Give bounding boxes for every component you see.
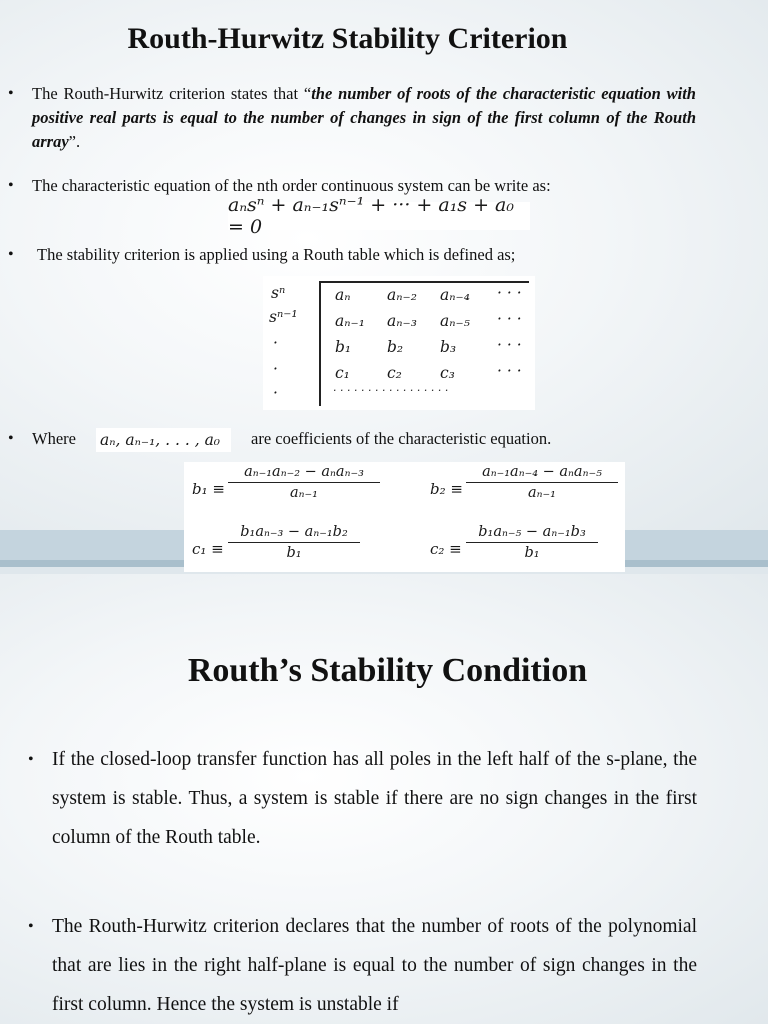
slide-1-title: Routh-Hurwitz Stability Criterion [127,22,568,55]
table-cell: aₙ₋₃ [387,312,417,330]
table-vertical-line [319,281,321,406]
table-horizontal-line [319,281,529,283]
bullet-routh-table-intro [8,243,697,267]
bullet-dot: • [8,85,14,102]
formula-b2-lhs: b₂ ≡ [430,480,463,498]
bullet-dot: • [8,246,14,263]
table-cell: b₂ [387,338,404,356]
slide-2 [0,574,768,1024]
table-cell: aₙ₋₂ [387,286,417,304]
criterion-emphasis: the number of roots of the characteristic equation with positive real parts is equal to the number of changes in sign of the first column of the Routh array [32,84,696,151]
formula-c1-fraction [228,524,360,561]
formula-numerator: b₁aₙ₋₅ − aₙ₋₁b₃ [466,524,598,543]
table-cell: b₃ [440,338,457,356]
table-cell: · · · [497,310,522,328]
bullet-dot: • [28,751,34,768]
bullet-text: If the closed-loop transfer function has all poles in the left half of the s-plane, the system is stable. Thus, a system is stable if there are no sign changes in the first column of the Routh table. [52,749,697,848]
bullet-criterion-statement [8,82,696,154]
table-cell: aₙ [335,286,351,304]
table-last-row: · · · · · · · · · · · · · · · · · [333,384,449,397]
bullet-dot: • [28,918,34,935]
formula-c2-fraction [466,524,598,561]
bullet-dot: • [8,177,14,194]
row-label: · [273,360,278,378]
formula-b1-fraction [228,464,380,501]
routh-table [263,276,535,410]
bullet-suffix: ”. [68,132,81,151]
bullet-text: The stability criterion is applied using a Routh table which is defined as; [37,245,516,264]
coefficient-list [96,428,231,452]
coefficient-formulas [184,462,625,572]
formula-b1-lhs: b₁ ≡ [192,480,225,498]
row-label: · [273,384,278,402]
formula-numerator: aₙ₋₁aₙ₋₂ − aₙaₙ₋₃ [228,464,380,483]
bullet-text: The characteristic equation of the nth order continuous system can be write as: [32,176,551,195]
bullet-prefix: The Routh-Hurwitz criterion states that “ [32,84,312,103]
formula-c2-lhs: c₂ ≡ [430,540,462,558]
coefficient-text: aₙ, aₙ₋₁, . . . , a₀ [100,431,221,449]
table-cell: · · · [497,336,522,354]
table-cell: aₙ₋₁ [335,312,365,330]
table-cell: · · · [497,362,522,380]
table-cell: · · · [497,284,522,302]
formula-denominator: aₙ₋₁ [528,485,556,501]
table-cell: c₁ [335,364,350,382]
table-cell: aₙ₋₅ [440,312,470,330]
table-cell: c₂ [387,364,402,382]
bullet-instability-condition [28,907,697,1024]
formula-denominator: b₁ [524,545,540,561]
bullet-text: are coefficients of the characteristic equation. [251,429,552,448]
bullet-dot: • [8,430,14,447]
slide-2-title: Routh’s Stability Condition [187,652,588,689]
row-label: sⁿ [271,284,286,302]
bullet-text: Where [32,429,76,448]
bullet-text: The Routh-Hurwitz criterion declares that the number of roots of the polynomial that are lies in the right half-plane is equal to the number of sign changes in the first column. Hence the system is unstable if [52,916,697,1015]
row-label: sⁿ⁻¹ [269,308,298,326]
formula-c1-lhs: c₁ ≡ [192,540,224,558]
formula-b2-fraction [466,464,618,501]
bullet-stability-condition [28,740,697,857]
formula-denominator: aₙ₋₁ [290,485,318,501]
table-cell: aₙ₋₄ [440,286,470,304]
row-label: · [273,334,278,352]
formula-numerator: aₙ₋₁aₙ₋₄ − aₙaₙ₋₅ [466,464,618,483]
formula-numerator: b₁aₙ₋₃ − aₙ₋₁b₂ [228,524,360,543]
formula-denominator: b₁ [286,545,302,561]
table-cell: c₃ [440,364,455,382]
table-cell: b₁ [335,338,352,356]
equation-text: aₙsⁿ + aₙ₋₁sⁿ⁻¹ + ··· + a₁s + a₀ = 0 [228,194,515,238]
characteristic-equation [228,194,530,238]
bullet-where-suffix [251,427,681,451]
